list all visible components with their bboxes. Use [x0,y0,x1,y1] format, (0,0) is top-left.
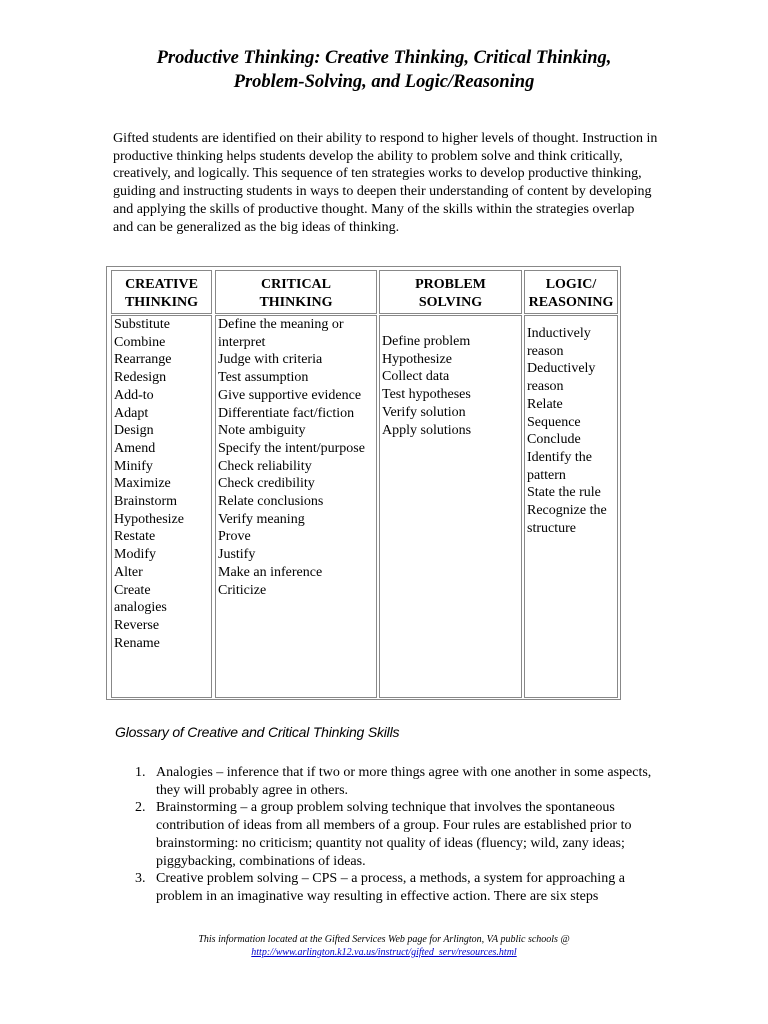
skill-item: Collect data [382,369,450,385]
skill-item: Define the meaning or interpret [218,317,344,350]
skill-item: Give supportive evidence [218,387,362,403]
skill-item: Minify [114,458,153,474]
skill-item: Verify meaning [218,511,305,527]
page-title [60,46,708,94]
header-line: REASONING [528,294,614,310]
header-logic-reasoning [524,270,618,314]
skill-item: Verify solution [382,404,466,420]
skill-item: Justify [218,547,256,563]
skill-item: Create [114,582,151,598]
skill-item: Check reliability [218,458,312,474]
logic-skills-list [524,315,618,698]
skill-item: Make an inference [218,564,323,580]
header-line: THINKING [259,294,333,310]
glossary-text: Creative problem solving – CPS – a process, a methods, a system for approaching a problem in an imaginative way resulting in effective action. There are six steps [156,871,625,904]
skill-item: Substitute [114,317,171,332]
skill-item: Apply solutions [382,422,472,438]
skill-item: Identify the pattern [527,449,592,483]
skill-item: Hypothesize [114,511,184,527]
skill-item: Restate [114,529,156,545]
header-line: LOGIC/ [545,277,597,292]
header-line: THINKING [124,294,199,310]
skill-item: Redesign [114,370,167,386]
skill-item: Differentiate fact/fiction [218,405,355,421]
creative-skills-list [111,315,212,698]
glossary-list [115,764,660,906]
skill-item: Recognize the structure [527,503,607,536]
header-line: SOLVING [418,294,483,310]
skill-item: Brainstorm [114,494,177,510]
skill-item: Judge with criteria [218,352,323,368]
footer-link[interactable]: http://www.arlington.k12.va.us/instruct/gifted_serv/resources.html [251,947,517,958]
header-critical-thinking [215,270,377,314]
skill-item: Design [114,423,154,439]
header-creative-thinking [111,270,212,314]
problem-skills-list [379,315,522,698]
critical-skills-list [215,315,377,698]
skill-item: Adapt [114,405,149,421]
header-problem-solving [379,270,522,314]
glossary-text: Analogies – inference that if two or more things agree with one another in some aspects, they will probably agree in others. [156,765,652,798]
skill-item: Sequence [527,414,581,430]
skill-item: Relate [527,396,563,412]
glossary-item [115,799,660,870]
skill-item: Combine [114,334,166,350]
skill-item: Reverse [114,617,160,633]
skill-item: Rename [114,635,160,651]
header-line: PROBLEM [415,277,486,292]
skill-item: analogies [114,600,167,616]
header-line: CRITICAL [260,277,331,292]
glossary-number: 3. [135,871,146,887]
glossary-text: Brainstorming – a group problem solving technique that involves the spontaneous contribution of ideas from all members of a group. Four rules are established prior to brainstorming: no criticism; quantity not quality of ideas (fluency; wild, zany ideas; piggybacking, combinations of ideas. [156,800,632,869]
header-line: CREATIVE [125,277,198,292]
skill-item: Criticize [218,582,267,598]
title-line-1: Productive Thinking: Creative Thinking, Critical Thinking, [156,48,612,68]
title-line-2: Problem-Solving, and Logic/Reasoning [233,72,535,92]
skill-item: Deductively reason [527,361,596,395]
skills-table [106,266,621,700]
glossary-number: 1. [135,765,146,780]
glossary-heading: Glossary of Creative and Critical Thinking Skills [115,724,400,740]
skill-item: Modify [114,547,156,563]
skill-item: Relate conclusions [218,494,324,510]
skill-item: Test assumption [218,370,309,386]
skill-item: Rearrange [114,352,172,368]
skill-item: Define problem [382,334,471,349]
skill-item: State the rule [527,485,601,501]
skill-item: Note ambiguity [218,423,306,439]
glossary-item [115,870,660,905]
skill-item: Inductively reason [527,326,591,359]
skill-item: Hypothesize [382,351,452,367]
skill-item: Add-to [114,387,154,403]
skill-item: Check credibility [218,476,315,492]
skill-item: Amend [114,440,156,456]
footer [60,933,708,959]
skill-item: Maximize [114,476,171,492]
skill-item: Prove [218,529,251,545]
glossary-number: 2. [135,800,146,816]
glossary-item [115,764,660,799]
footer-text: This information located at the Gifted Services Web page for Arlington, VA public schools @ [198,934,570,945]
skill-item: Conclude [527,432,581,448]
skill-item: Specify the intent/purpose [218,440,365,456]
skill-item: Alter [114,564,143,580]
skill-item: Test hypotheses [382,387,471,403]
intro-paragraph: Gifted students are identified on their ability to respond to higher levels of thought. Instruction in productive thinking helps students develop the ability to problem solve and think critically, creatively, and logically. This sequence of ten strategies works to develop productive thinking, guiding and instructing students in ways to deepen their understanding of content by developing and applying the skills of productive thought. Many of the skills within the strategies overlap and can be generalized as the big ideas of thinking. [113,131,658,235]
